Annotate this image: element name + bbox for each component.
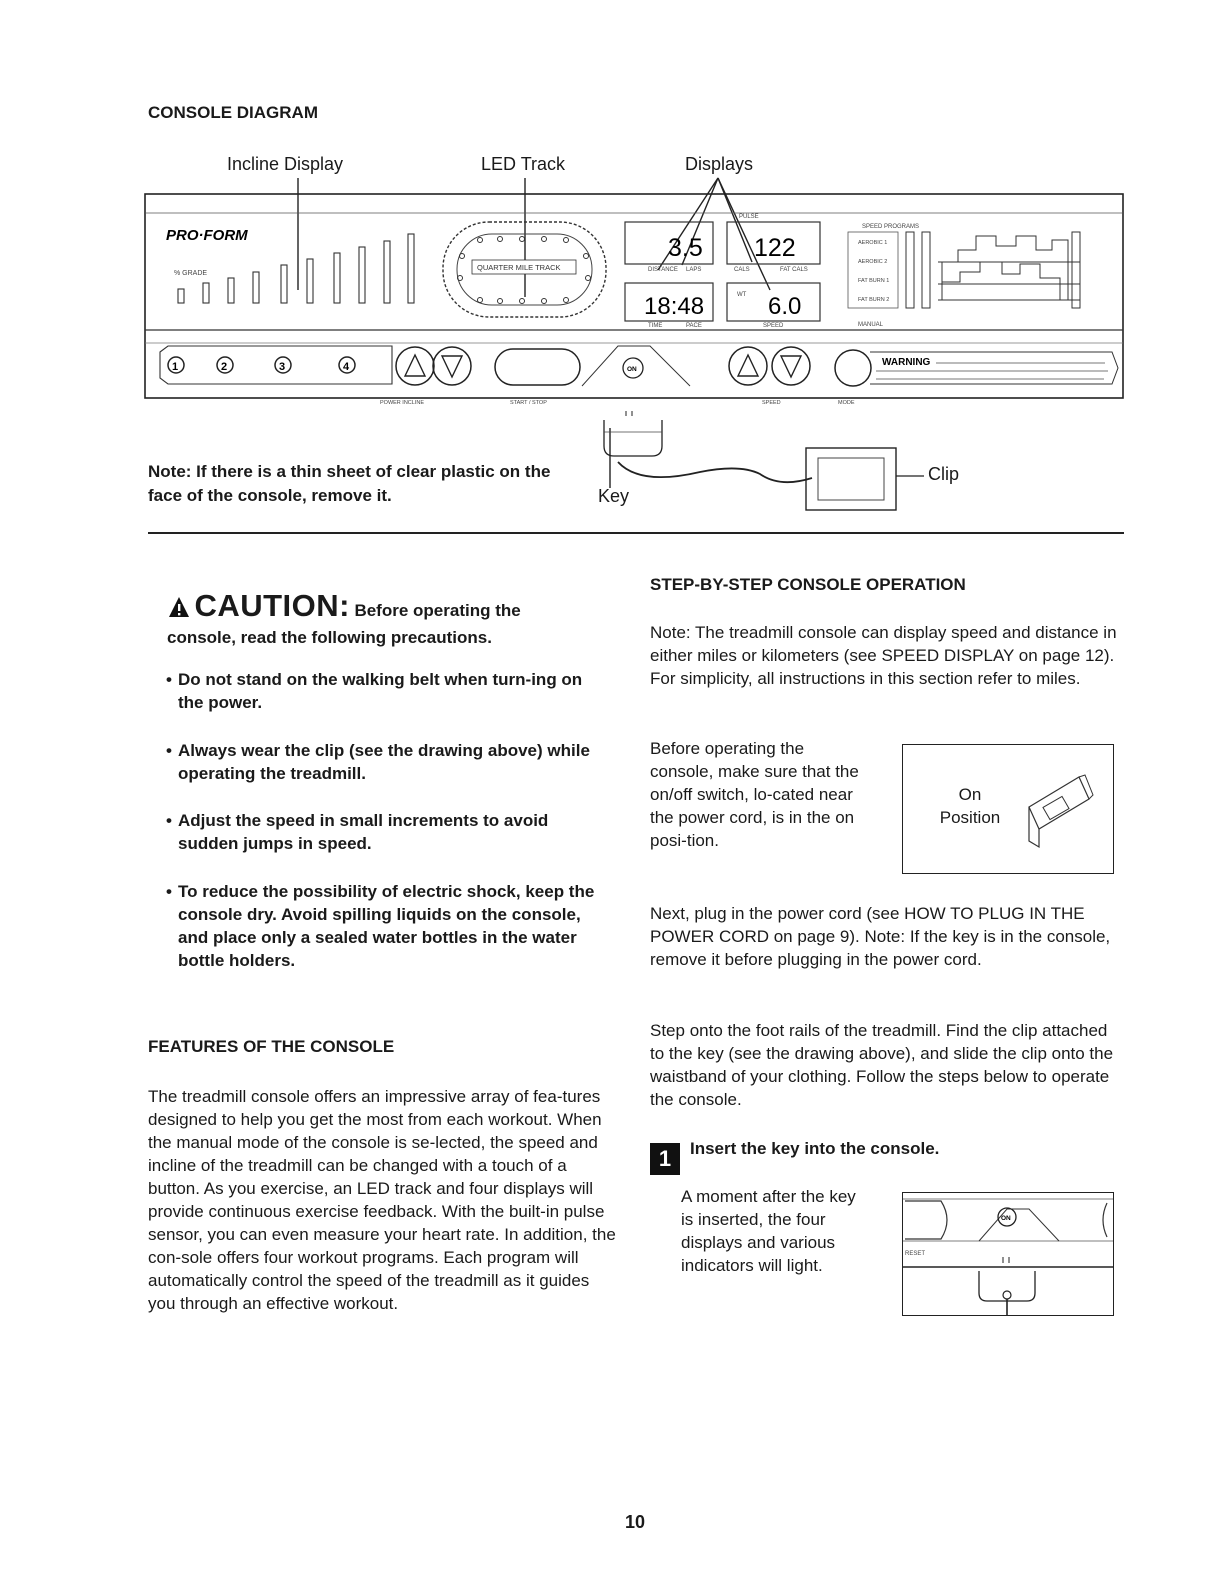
power-switch-icon: [1023, 771, 1095, 851]
features-body: The treadmill console offers an impressive array of fea-tures designed to help you get the most from each workout. When the manual mode of the console is se-lected, the speed and incline of the treadmill can be changed with a touch of a button. As you exercise, an LED track and four displays will provide continuous exercise feedback. With the built-in pulse sensor, you can even measure your heart rate. In addition, the con-sole offers four workout programs. Each program will automatically control the speed of the treadmill as it guides you through an effective workout.: [148, 1087, 616, 1313]
operation-note: Note: The treadmill console can display speed and distance in either miles or kilometers (see SPEED DISPLAY on page 12). For simplicity, all instructions in this section refer to miles.: [650, 623, 1117, 688]
start-stop-button[interactable]: [495, 349, 580, 385]
before-operating-text: Before operating the console, make sure that the on/off switch, lo-cated near the power cord, is in the on posi-tion.: [650, 739, 859, 850]
program-aerobic-1: AEROBIC 1: [858, 240, 888, 246]
caution-bullet: • To reduce the possibility of electric shock, keep the console dry. Avoid spilling liquids on the console, and place only a sealed water bottles in the water bottle holders.: [166, 882, 595, 970]
step-1-title: Insert the key into the console.: [690, 1139, 940, 1158]
program-fat-burn-2: FAT BURN 2: [858, 297, 890, 303]
svg-text:2: 2: [221, 361, 228, 373]
control-row: [160, 346, 1118, 406]
svg-text:4: 4: [343, 361, 350, 373]
manual-label: MANUAL: [858, 322, 884, 328]
track-label: QUARTER MILE TRACK: [477, 263, 561, 272]
figure-reset-label: RESET: [905, 1251, 926, 1257]
key-and-clip: [604, 411, 924, 510]
speed-display-value: 6.0: [768, 293, 802, 320]
displays-callout: Displays: [685, 154, 754, 174]
warning-triangle-icon: [168, 596, 190, 618]
key-insert-drawing: [903, 1193, 1113, 1315]
brand-logo: PRO·FORM: [166, 227, 248, 244]
callout-lines: [298, 178, 770, 488]
clip-callout: Clip: [928, 464, 960, 484]
grade-label: % GRADE: [174, 270, 208, 277]
fat-cals-label: FAT CALS: [780, 267, 808, 273]
speed-up-button[interactable]: [729, 347, 767, 385]
on-position-figure: [902, 744, 1114, 874]
warning-label: WARNING: [882, 357, 931, 368]
incline-display-callout: Incline Display: [227, 154, 344, 174]
laps-label: LAPS: [686, 267, 702, 273]
speed-programs-panel: [848, 224, 1080, 328]
caution-heading: [168, 588, 521, 624]
plug-in-text: Next, plug in the power cord (see HOW TO PLUG IN THE POWER CORD on page 9). Note: If the key is in the console, remove it before plugging in the power cord.: [650, 904, 1111, 969]
on-label: ON: [627, 366, 637, 373]
distance-label: DISTANCE: [648, 267, 678, 273]
console-diagram: [0, 0, 1210, 540]
svg-text:3: 3: [279, 361, 286, 373]
display-panel: [625, 214, 820, 329]
cals-label: CALS: [734, 267, 750, 273]
program-fat-burn-1: FAT BURN 1: [858, 278, 890, 284]
figure-on-label: ON: [1001, 1215, 1011, 1222]
speed-button-label: SPEED: [762, 400, 781, 406]
incline-up-button[interactable]: [396, 347, 434, 385]
step-onto-text: Step onto the foot rails of the treadmill. Find the clip attached to the key (see the drawing above), and slide the clip onto the waistband of your clothing. Follow the steps below to operate the console.: [650, 1021, 1114, 1109]
plastic-sheet-note: Note: If there is a thin sheet of clear plastic on the face of the console, remove it.: [148, 462, 551, 505]
wt-label: WT: [737, 292, 747, 298]
key-callout: Key: [598, 486, 630, 506]
time-display-value: 18:48: [644, 293, 705, 320]
pulse-label: PULSE: [739, 214, 759, 220]
operation-heading: STEP-BY-STEP CONSOLE OPERATION: [650, 575, 966, 594]
speed-down-button[interactable]: [772, 347, 810, 385]
laps-display-value: 3.5: [668, 234, 703, 262]
speed-display-label: SPEED: [763, 323, 784, 329]
caution-bullet: • Always wear the clip (see the drawing above) while operating the treadmill.: [166, 741, 590, 783]
mode-button[interactable]: [835, 350, 871, 386]
caution-bullet: • Do not stand on the walking belt when turn-ing on the power.: [166, 670, 583, 712]
caution-title: CAUTION:: [194, 588, 350, 623]
power-incline-label: POWER INCLINE: [380, 400, 425, 406]
svg-text:1: 1: [172, 361, 179, 373]
program-aerobic-2: AEROBIC 2: [858, 259, 888, 265]
start-stop-label: START / STOP: [510, 400, 547, 406]
pace-label: PACE: [686, 323, 702, 329]
section-divider: [148, 532, 1124, 534]
caution-subtitle-b: console, read the following precautions.: [167, 628, 492, 647]
incline-bars: [178, 234, 414, 303]
mode-label: MODE: [838, 400, 855, 406]
incline-down-button[interactable]: [433, 347, 471, 385]
time-label: TIME: [648, 323, 663, 329]
features-heading: FEATURES OF THE CONSOLE: [148, 1037, 395, 1056]
step-number-badge: 1: [650, 1143, 680, 1175]
calories-display-value: 122: [754, 234, 796, 262]
page-number: 10: [624, 1512, 646, 1532]
key-insert-figure: [902, 1192, 1114, 1316]
led-track-callout: LED Track: [481, 154, 566, 174]
caution-bullet: • Adjust the speed in small increments to avoid sudden jumps in speed.: [166, 811, 549, 853]
caution-subtitle-a: Before operating the: [354, 601, 521, 620]
step-1-body: A moment after the key is inserted, the four displays and various indicators will light.: [681, 1187, 856, 1275]
diagram-title: CONSOLE DIAGRAM: [148, 103, 318, 122]
speed-programs-label: SPEED PROGRAMS: [862, 224, 920, 230]
on-position-label: On Position: [939, 785, 1001, 827]
